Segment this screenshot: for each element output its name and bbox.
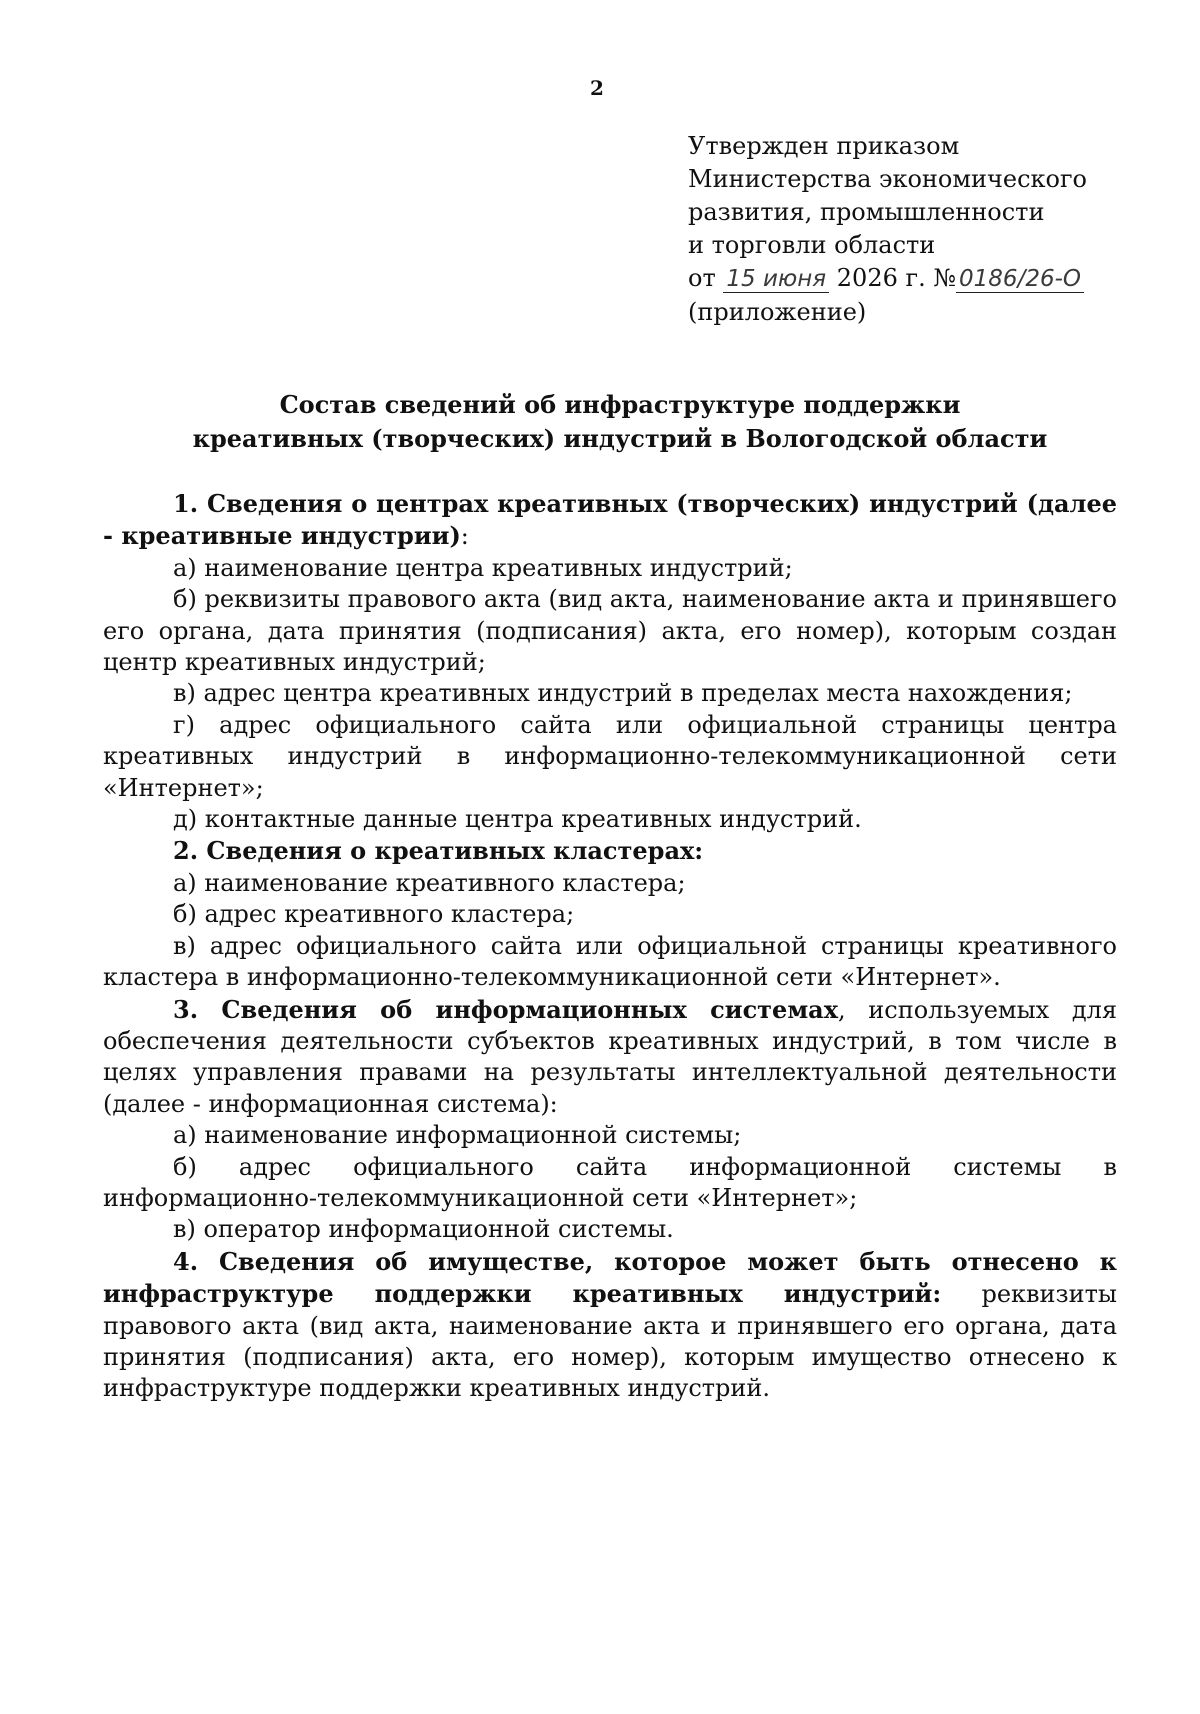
section-1-heading-tail: : — [460, 522, 469, 551]
section-1-heading — [103, 488, 1117, 553]
section-2-item-c: в) адрес официального сайта или официальной страницы креативного кластера в информационно-телекоммуникационной сети «Интернет». — [103, 931, 1117, 992]
approval-stamp — [688, 130, 1158, 329]
handwritten-order-number: 0186/26-О — [956, 266, 1084, 293]
section-4-heading-bold: 4. Сведения об имуществе, которое может быть отнесено к инфраструктуре поддержки креативных индустрий: — [103, 1246, 1117, 1309]
section-3-heading — [103, 994, 1117, 1121]
approval-line-2: Министерства экономического — [688, 165, 1087, 193]
section-1-item-d: г) адрес официального сайта или официальной страницы центра креативных индустрий в информационно-телекоммуникационной сети «Интернет»; — [103, 710, 1117, 802]
title-line-1: Состав сведений об инфраструктуре поддержки — [279, 390, 961, 419]
section-4-heading-tail: реквизиты правового акта (вид акта, наименование акта и принявшего его органа, дата принятия (подписания) акта, его номер), которым имущество отнесено к инфраструктуре поддержки креативных индустрий. — [103, 1280, 1117, 1403]
section-2-item-a: а) наименование креативного кластера; — [173, 868, 686, 897]
section-4-heading — [103, 1246, 1117, 1405]
section-1-item-c: в) адрес центра креативных индустрий в пределах места нахождения; — [173, 679, 1073, 708]
title-line-2: креативных (творческих) индустрий в Вологодской области — [192, 424, 1048, 453]
page-number: 2 — [590, 76, 604, 100]
section-2-item-b: б) адрес креативного кластера; — [173, 900, 575, 929]
year-label: 2026 г. № — [836, 264, 957, 292]
section-3-item-c: в) оператор информационной системы. — [173, 1215, 674, 1244]
section-1-heading-bold: 1. Сведения о центрах креативных (творческих) индустрий (далее - креативные индустрии) — [103, 489, 1117, 551]
document-body — [103, 488, 1117, 1405]
section-1-item-e: д) контактные данные центра креативных индустрий. — [173, 805, 862, 834]
section-3-heading-bold: 3. Сведения об информационных системах — [173, 994, 839, 1024]
approval-appendix: (приложение) — [688, 298, 867, 326]
section-2-heading-bold: 2. Сведения о креативных кластерах: — [173, 836, 704, 866]
section-2-heading — [103, 835, 1117, 867]
section-3-heading-tail: , используемых для обеспечения деятельности субъектов креативных индустрий, в том числе в целях управления правами на результаты интеллектуальной деятельности (далее - информационная система): — [103, 995, 1118, 1118]
document-title — [120, 388, 1120, 456]
approval-date-line — [688, 262, 1158, 296]
approval-line-4: и торговли области — [688, 231, 936, 259]
handwritten-date: 15 июня — [723, 266, 829, 293]
date-prefix: от — [688, 264, 716, 292]
section-3-item-a: а) наименование информационной системы; — [173, 1121, 742, 1150]
approval-line-3: развития, промышленности — [688, 198, 1045, 226]
approval-line-1: Утвержден приказом — [688, 132, 960, 160]
section-1-item-a: а) наименование центра креативных индустрий; — [173, 553, 793, 582]
section-3-item-b: б) адрес официального сайта информационной системы в информационно-телекоммуникационной сети «Интернет»; — [103, 1152, 1117, 1212]
section-1-item-b: б) реквизиты правового акта (вид акта, наименование акта и принявшего его органа, дата принятия (подписания) акта, его номер), которым создан центр креативных индустрий; — [103, 585, 1117, 677]
